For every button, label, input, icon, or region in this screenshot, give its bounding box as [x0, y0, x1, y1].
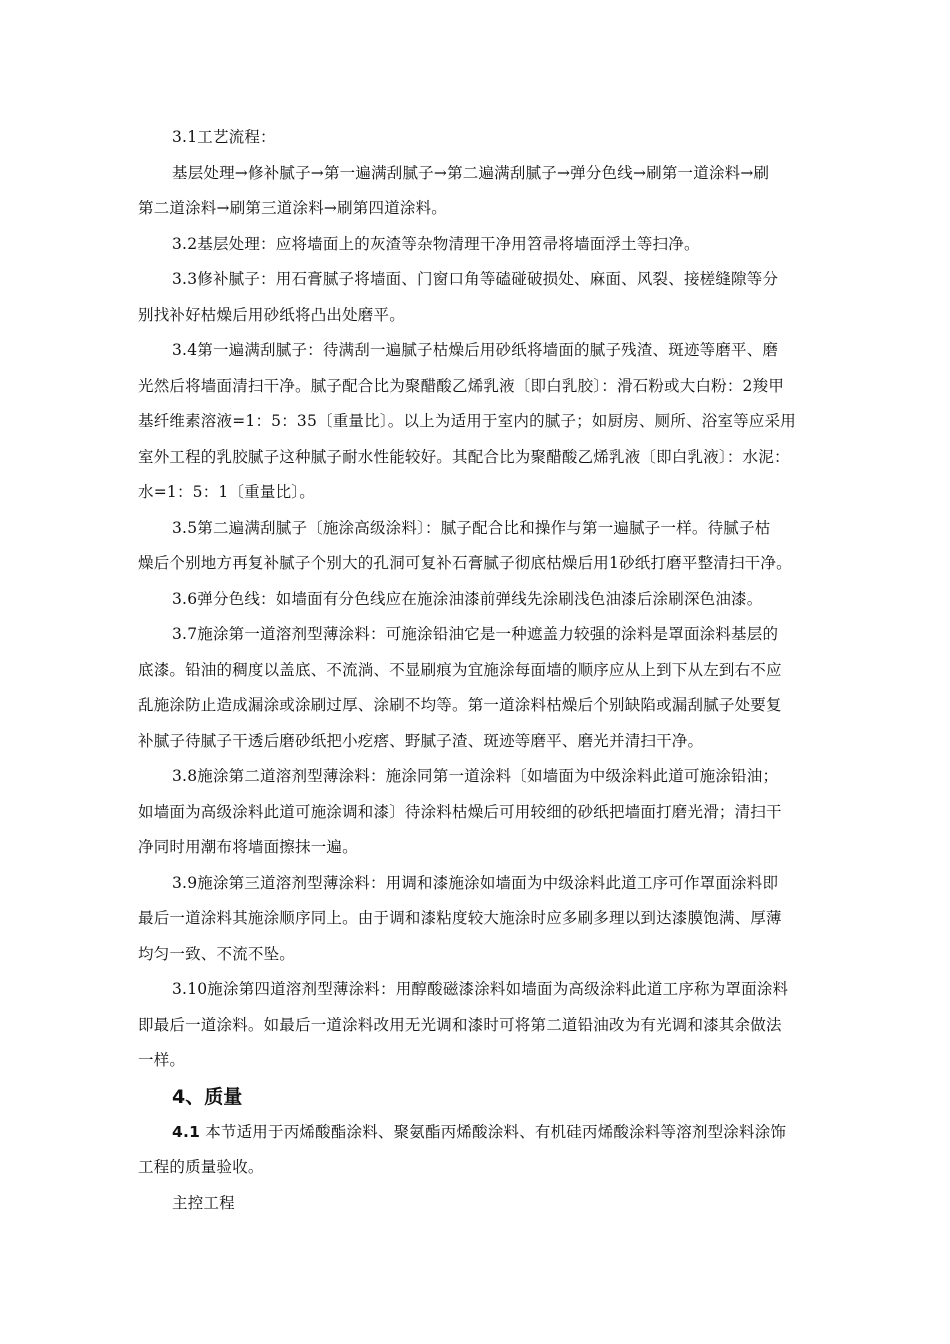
- text-line: 净同时用潮布将墙面擦抹一遍。: [138, 838, 358, 856]
- text-line: 乱施涂防止造成漏涂或涂刷过厚、涂刷不均等。第一道涂料枯燥后个别缺陷或漏刮腻子处要复: [138, 696, 782, 714]
- section-3-1: [138, 120, 834, 156]
- text-line: 基纤维素溶液=1：5：35〔重量比〕。以上为适用于室内的腻子；如厨房、厕所、浴室等应采用: [138, 412, 796, 430]
- text-line: 3.4第一遍满刮腻子：待满刮一遍腻子枯燥后用砂纸将墙面的腻子残渣、斑迹等磨平、磨: [172, 341, 779, 359]
- section-number: 4.1: [172, 1122, 201, 1141]
- section-3-5: [138, 511, 834, 582]
- text-line: [138, 1115, 834, 1151]
- text-line: 3.8施涂第二道溶剂型薄涂料：施涂同第一道涂料〔如墙面为中级涂料此道可施涂铅油；: [172, 767, 779, 785]
- text-line: 3.1工艺流程：: [172, 128, 276, 146]
- document-page: [138, 120, 834, 1221]
- section-3-1-flow: [138, 156, 834, 227]
- text-line: 第二道涂料→刷第三道涂料→刷第四道涂料。: [138, 199, 447, 217]
- text-line: 工程的质量验收。: [138, 1158, 264, 1176]
- text-line: 3.3修补腻子：用石膏腻子将墙面、门窗口角等磕碰破损处、麻面、风裂、接槎缝隙等分: [172, 270, 779, 288]
- section-4-1: [138, 1115, 834, 1186]
- text-line: 燥后个别地方再复补腻子个别大的孔洞可复补石膏腻子彻底枯燥后用1砂纸打磨平整清扫干净。: [138, 554, 792, 572]
- text-line: 如墙面为高级涂料此道可施涂调和漆〕待涂料枯燥后可用较细的砂纸把墙面打磨光滑；清扫干: [138, 802, 782, 821]
- text-line: 3.10施涂第四道溶剂型薄涂料：用醇酸磁漆涂料如墙面为高级涂料此道工序称为罩面涂料: [172, 980, 789, 998]
- text-line: 主控工程: [172, 1193, 235, 1212]
- text-line: 最后一道涂料其施涂顺序同上。由于调和漆粘度较大施涂时应多刷多理以到达漆膜饱满、厚薄: [138, 909, 782, 927]
- section-3-4: [138, 333, 834, 511]
- section-3-7: [138, 617, 834, 759]
- section-heading-quality: 4、质量: [172, 1085, 243, 1108]
- section-3-3: [138, 262, 834, 333]
- text-line: 3.6弹分色线：如墙面有分色线应在施涂油漆前弹线先涂刷浅色油漆后涂刷深色油漆。: [172, 589, 763, 608]
- text-line: 3.5第二遍满刮腻子〔施涂高级涂料〕：腻子配合比和操作与第一遍腻子一样。待腻子枯: [172, 518, 771, 537]
- text-fragment: 本节适用于丙烯酸酯涂料、聚氨酯丙烯酸涂料、有机硅丙烯酸涂料等溶剂型涂料涂饰: [200, 1122, 787, 1141]
- text-line: 3.9施涂第三道溶剂型薄涂料：用调和漆施涂如墙面为中级涂料此道工序可作罩面涂料即: [172, 873, 779, 892]
- text-line: 水=1：5：1〔重量比〕。: [138, 483, 315, 501]
- section-3-6: [138, 582, 834, 618]
- section-3-2: [138, 227, 834, 263]
- section-3-8: [138, 759, 834, 866]
- text-line: 基层处理→修补腻子→第一遍满刮腻子→第二遍满刮腻子→弹分色线→刷第一道涂料→刷: [172, 163, 770, 182]
- text-line: 光然后将墙面清扫干净。腻子配合比为聚醋酸乙烯乳液〔即白乳胶〕：滑石粉或大白粉：2羧甲: [138, 376, 785, 395]
- text-line: 3.2基层处理：应将墙面上的灰渣等杂物清理干净用笤帚将墙面浮土等扫净。: [172, 234, 700, 253]
- text-line: 均匀一致、不流不坠。: [138, 944, 296, 963]
- text-line: 底漆。铅油的稠度以盖底、不流淌、不显刷痕为宜施涂每面墙的顺序应从上到下从左到右不应: [138, 660, 782, 679]
- text-line: 即最后一道涂料。如最后一道涂料改用无光调和漆时可将第二道铅油改为有光调和漆其余做法: [138, 1015, 782, 1034]
- section-3-9: [138, 866, 834, 973]
- section-3-10: [138, 972, 834, 1079]
- text-line: 室外工程的乳胶腻子这种腻子耐水性能较好。其配合比为聚醋酸乙烯乳液〔即白乳液〕：水泥：: [138, 447, 790, 466]
- text-line: 3.7施涂第一道溶剂型薄涂料：可施涂铅油它是一种遮盖力较强的涂料是罩面涂料基层的: [172, 625, 779, 643]
- text-line: 一样。: [138, 1051, 186, 1069]
- text-line: 别找补好枯燥后用砂纸将凸出处磨平。: [138, 305, 405, 324]
- text-line: 补腻子待腻子干透后磨砂纸把小疙瘩、野腻子渣、斑迹等磨平、磨光并清扫干净。: [138, 731, 704, 750]
- main-control-label: [138, 1186, 834, 1222]
